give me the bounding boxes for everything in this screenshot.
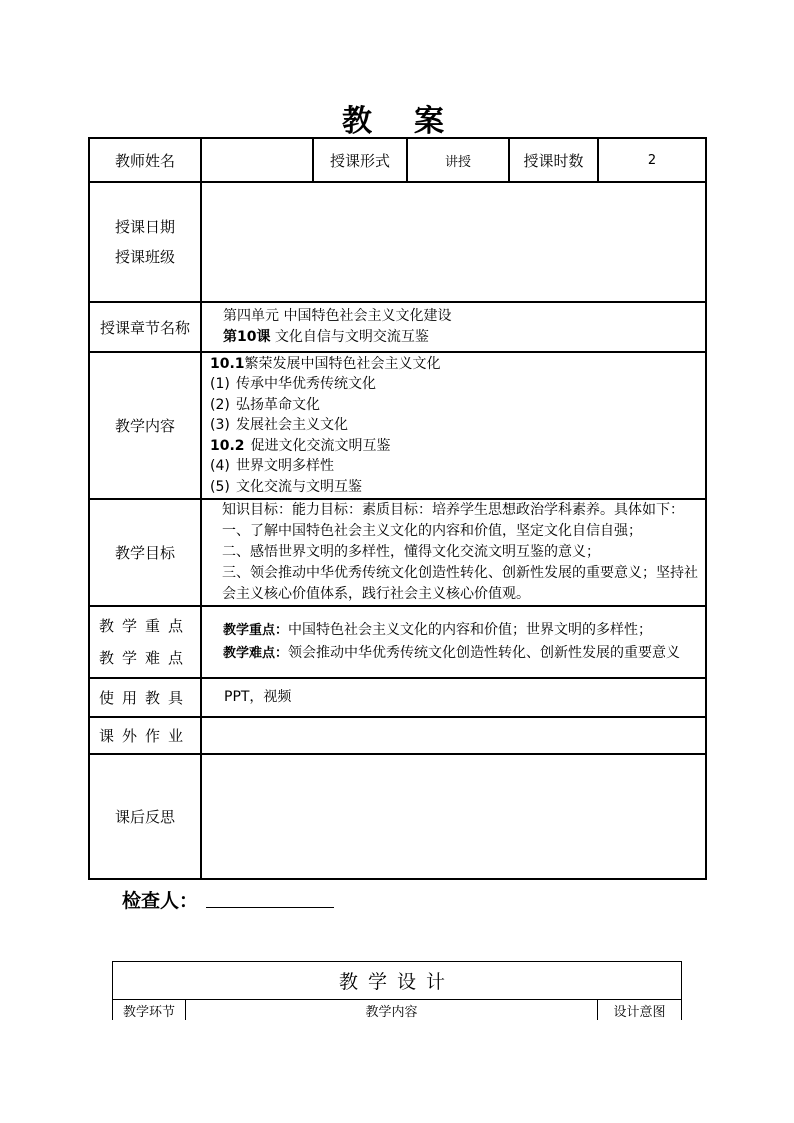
content-item-number: (1) — [210, 376, 230, 393]
content-item-number: (3) — [210, 417, 230, 434]
goal-line: 三、领会推动中华优秀传统文化创造性转化、创新性发展的重要意义；坚持社 — [222, 565, 698, 581]
content-item-text: 传承中华优秀传统文化 — [236, 376, 376, 393]
row-homework — [89, 717, 706, 754]
teacher-name-value[interactable] — [201, 138, 313, 182]
row-goals — [89, 499, 706, 606]
content-item — [210, 477, 705, 498]
content-item-text: 文化交流与文明互鉴 — [236, 478, 362, 495]
content-item-number: (5) — [210, 478, 230, 495]
goal-line: 一、了解中国特色社会主义文化的内容和价值，坚定文化自信自强； — [222, 523, 642, 539]
teaching-class-label: 授课班级 — [114, 248, 175, 266]
row-date-class — [89, 182, 706, 302]
difficult-point-line — [223, 642, 705, 665]
class-hours-value[interactable]: 2 — [598, 138, 706, 182]
difficult-point-tag: 教学难点： — [223, 646, 289, 661]
key-point-text: 中国特色社会主义文化的内容和价值；世界文明的多样性； — [288, 622, 653, 638]
lesson-number: 第10课 — [223, 329, 271, 345]
chapter-unit: 第四单元 中国特色社会主义文化建设 — [223, 308, 452, 324]
content-item-number: 10.1 — [210, 355, 245, 372]
difficult-point-text: 领会推动中华优秀传统文化创造性转化、创新性发展的重要意义 — [288, 645, 681, 661]
content-item — [210, 456, 705, 477]
key-points-label: 教学重点 — [98, 617, 191, 635]
teacher-name-label: 教师姓名 — [89, 138, 201, 182]
content-item — [210, 374, 705, 395]
content-item-text: 繁荣发展中国特色社会主义文化 — [244, 355, 441, 372]
content-item — [210, 354, 705, 375]
date-class-value[interactable] — [201, 182, 706, 302]
goal-line: 二、感悟世界文明的多样性，懂得文化交流文明互鉴的意义； — [222, 544, 600, 560]
teaching-form-label: 授课形式 — [313, 138, 407, 182]
content-item — [210, 395, 705, 416]
teaching-tools-label: 使用教具 — [89, 678, 201, 717]
goal-line: 会主义核心价值体系，践行社会主义核心价值观。 — [222, 586, 530, 602]
key-difficult-value — [201, 606, 706, 678]
teaching-goals-label: 教学目标 — [89, 499, 201, 606]
content-item — [210, 415, 705, 436]
content-item-number: (4) — [210, 458, 230, 475]
teaching-form-value[interactable]: 讲授 — [407, 138, 509, 182]
row-content — [89, 352, 706, 499]
class-hours-label: 授课时数 — [509, 138, 598, 182]
chapter-lesson — [223, 327, 705, 348]
content-item-number: 10.2 — [210, 437, 245, 454]
row-key-points — [89, 606, 706, 678]
content-item-number: (2) — [210, 396, 230, 413]
row-reflection — [89, 754, 706, 879]
document-title — [0, 96, 794, 140]
goal-line: 知识目标：能力目标：素质目标：培养学生思想政治学科素养。具体如下： — [222, 502, 684, 518]
difficult-points-label: 教学难点 — [98, 649, 191, 667]
teaching-design-table — [112, 961, 682, 1020]
row-tools — [89, 678, 706, 717]
design-col-content: 教学内容 — [186, 1000, 598, 1021]
teaching-content-label: 教学内容 — [89, 352, 201, 499]
chapter-value — [201, 302, 706, 352]
teaching-design-title: 教学设计 — [113, 962, 682, 1000]
reflection-label: 课后反思 — [89, 754, 201, 879]
homework-value[interactable] — [201, 717, 706, 754]
content-item-text: 促进文化交流文明互鉴 — [250, 437, 391, 454]
teaching-content-value — [201, 352, 706, 499]
content-item-text: 世界文明多样性 — [236, 458, 334, 475]
teaching-date-label: 授课日期 — [114, 218, 175, 236]
checker-label: 检查人： — [122, 890, 199, 912]
key-point-line — [223, 619, 705, 642]
key-difficult-labels — [89, 606, 201, 678]
homework-label: 课外作业 — [89, 717, 201, 754]
content-item-text: 发展社会主义文化 — [236, 417, 348, 434]
lesson-title: 文化自信与文明交流互鉴 — [270, 329, 429, 345]
chapter-label: 授课章节名称 — [89, 302, 201, 352]
date-class-labels — [89, 182, 201, 302]
design-col-intent: 设计意图 — [598, 1000, 682, 1021]
design-col-stage: 教学环节 — [113, 1000, 186, 1021]
row-teacher — [89, 138, 706, 182]
teaching-tools-value[interactable]: PPT，视频 — [201, 678, 706, 717]
row-chapter — [89, 302, 706, 352]
content-item-text: 弘扬革命文化 — [236, 396, 320, 413]
key-point-tag: 教学重点： — [223, 623, 289, 638]
title-char-2: 案 — [414, 104, 452, 139]
checker-signature-line[interactable] — [206, 907, 334, 908]
teaching-goals-value — [201, 499, 706, 606]
lesson-plan-table — [88, 137, 707, 880]
reflection-value[interactable] — [201, 754, 706, 879]
title-char-1: 教 — [342, 104, 380, 139]
content-item — [210, 436, 705, 457]
